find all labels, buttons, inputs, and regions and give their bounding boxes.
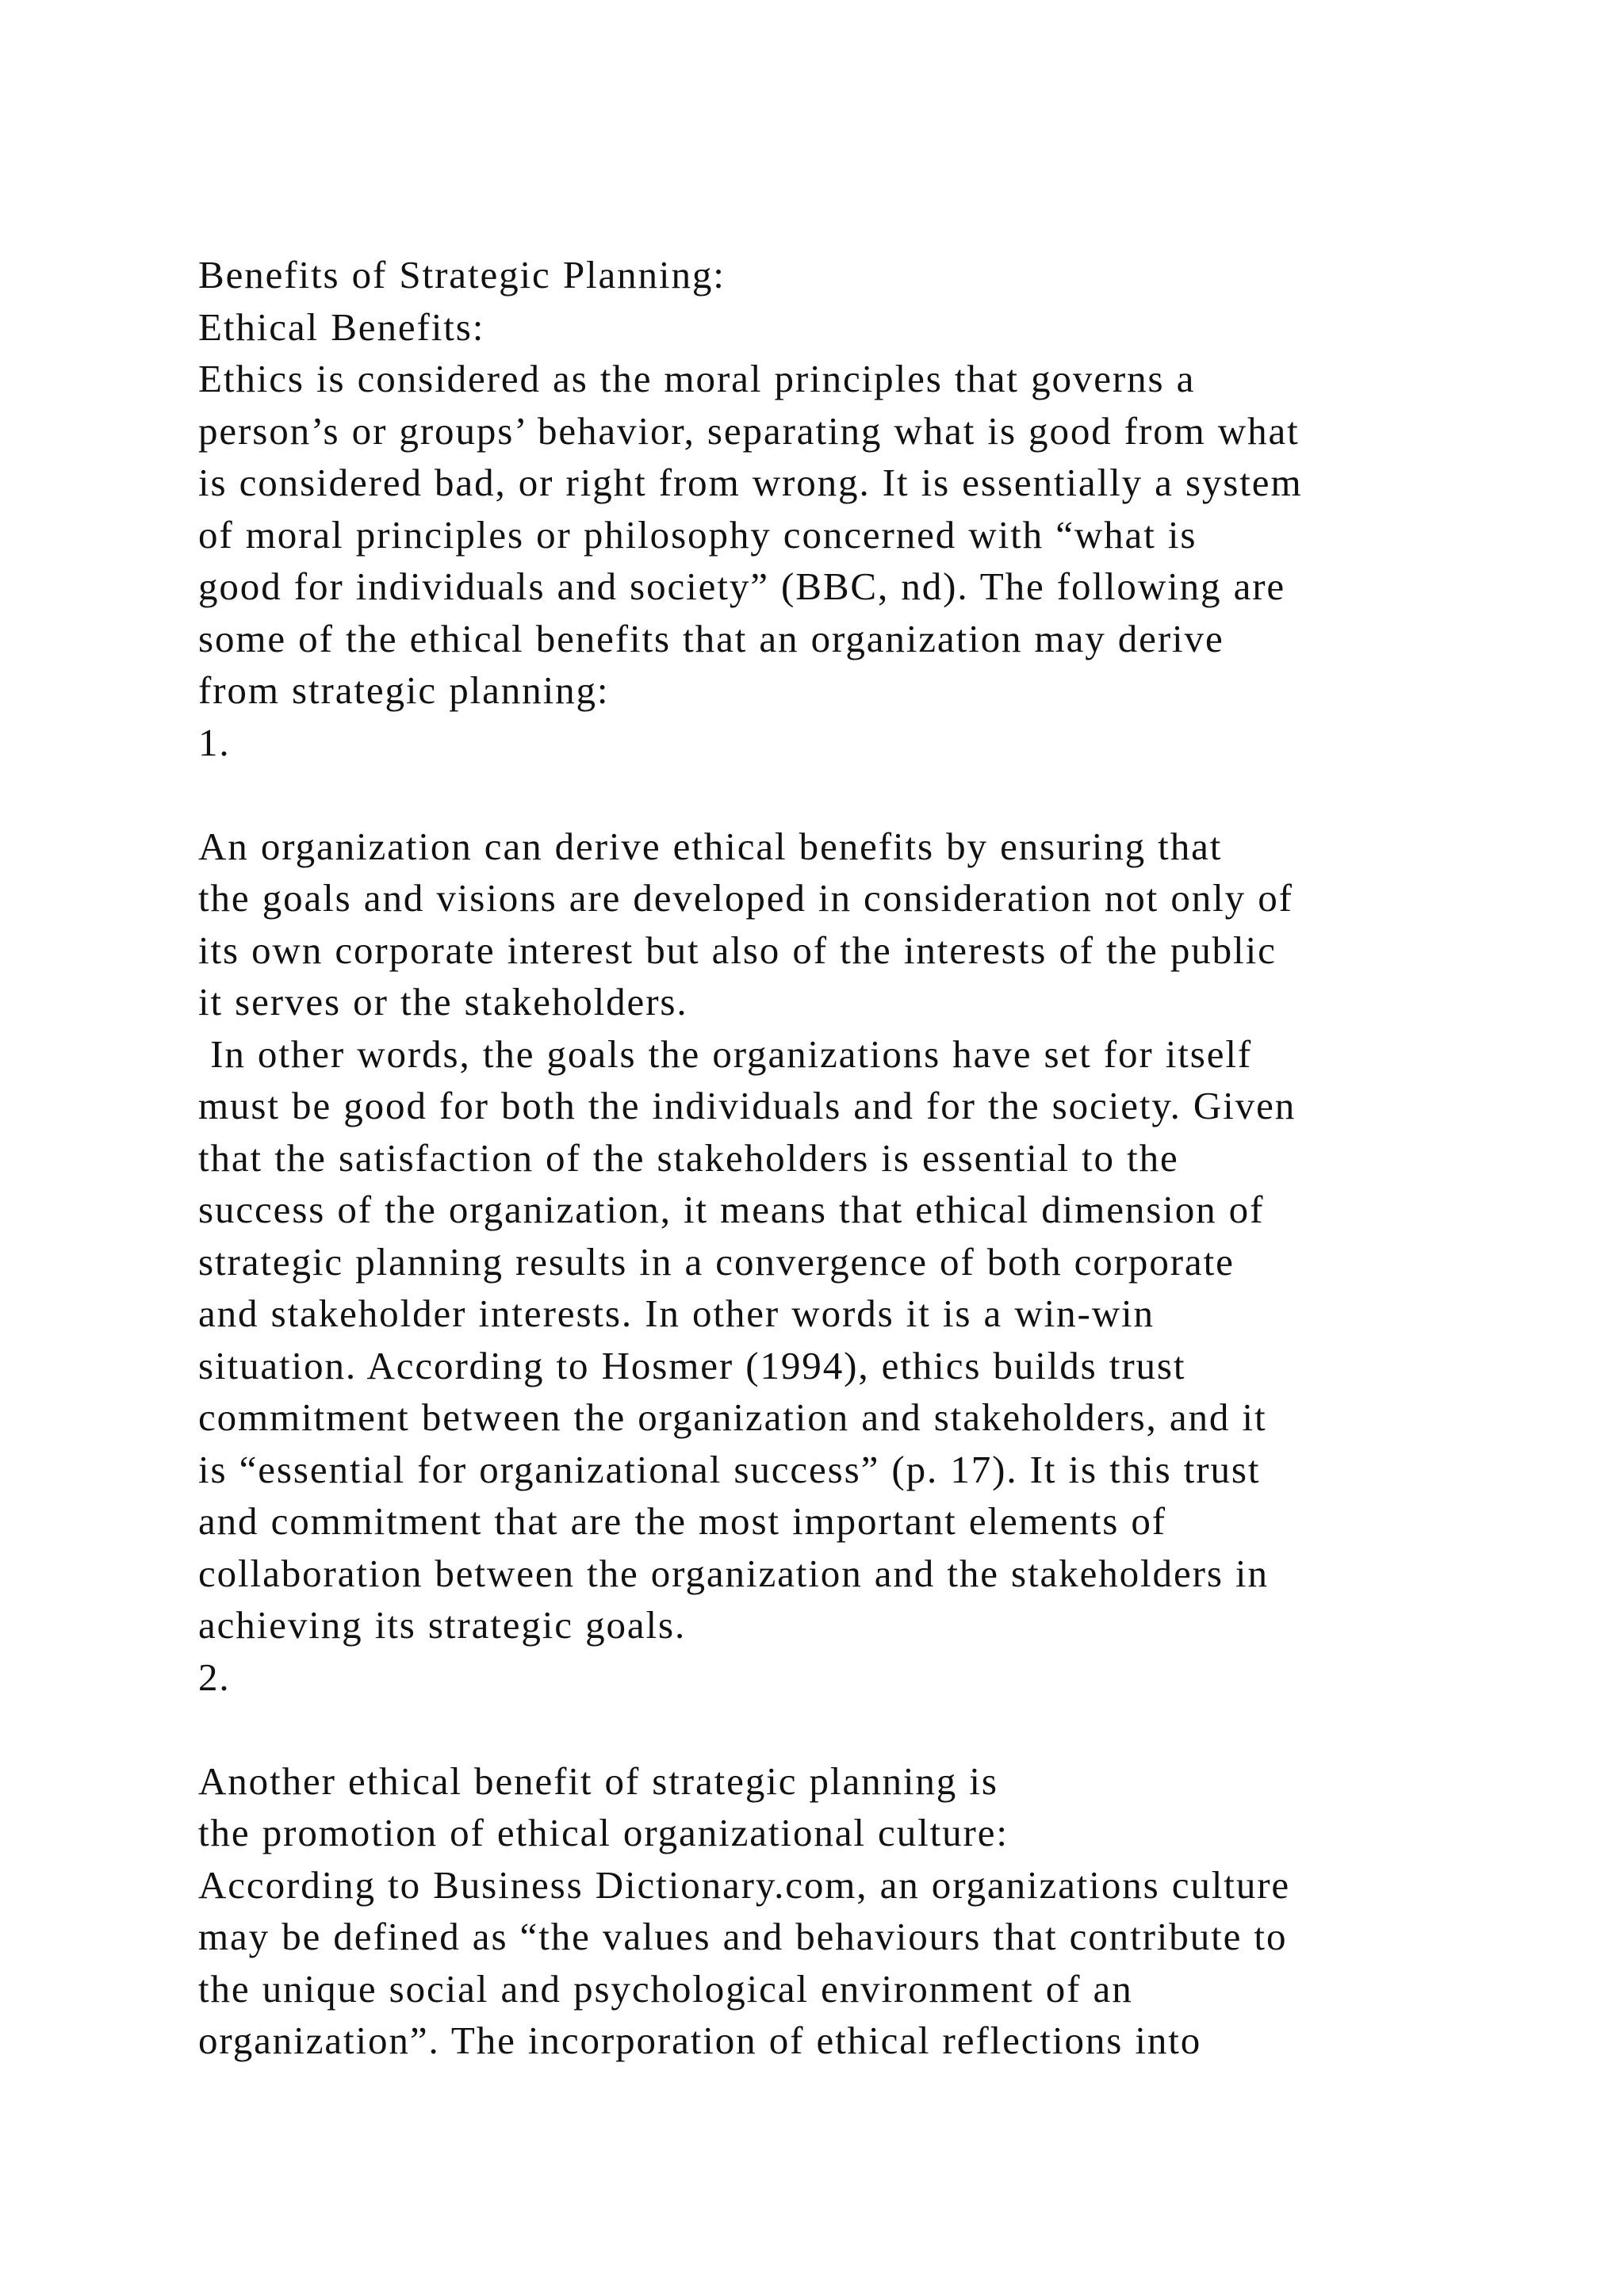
text-line: commitment between the organization and stakeholders, and it (198, 1395, 1267, 1439)
text-line: Another ethical benefit of strategic planning is (198, 1758, 998, 1803)
text-line: collaboration between the organization and the stakeholders in (198, 1551, 1269, 1595)
text-line: its own corporate interest but also of the interests of the public (198, 928, 1277, 972)
list-number-1: 1. (198, 720, 231, 764)
text-line: Ethics is considered as the moral principles that governs a (198, 357, 1196, 400)
text-line: An organization can derive ethical benefits by ensuring that (198, 824, 1223, 868)
heading-benefits: Benefits of Strategic Planning: (198, 253, 726, 297)
text-line: from strategic planning: (198, 668, 610, 712)
document-body (198, 249, 1515, 2067)
text-line: situation. According to Hosmer (1994), ethics builds trust (198, 1343, 1186, 1387)
text-line: person’s or groups’ behavior, separating what is good from what (198, 408, 1300, 453)
blank-line (198, 768, 1515, 821)
text-line: According to Business Dictionary.com, an organizations culture (198, 1862, 1291, 1907)
text-line: the promotion of ethical organizational culture: (198, 1811, 1009, 1854)
text-line: that the satisfaction of the stakeholders is essential to the (198, 1135, 1179, 1180)
text-line: is considered bad, or right from wrong. It is essentially a system (198, 461, 1303, 504)
text-line: of moral principles or philosophy concerned with “what is (198, 512, 1197, 557)
text-line: good for individuals and society” (BBC, nd). The following are (198, 564, 1286, 608)
text-line: and stakeholder interests. In other words it is a win-win (198, 1292, 1155, 1335)
text-line: the unique social and psychological environment of an (198, 1966, 1133, 2011)
list-number-2: 2. (198, 1655, 231, 1699)
text-line: some of the ethical benefits that an organization may derive (198, 616, 1224, 660)
text-line: must be good for both the individuals and for the society. Given (198, 1084, 1297, 1127)
text-line: In other words, the goals the organizations have set for itself (198, 1031, 1253, 1076)
blank-line (198, 1703, 1515, 1755)
text-line: success of the organization, it means that ethical dimension of (198, 1188, 1265, 1231)
text-line: it serves or the stakeholders. (198, 980, 688, 1024)
subheading-ethical-benefits: Ethical Benefits: (198, 304, 485, 349)
text-line: is “essential for organizational success” (p. 17). It is this trust (198, 1447, 1261, 1491)
text-line: organization”. The incorporation of ethical reflections into (198, 2019, 1202, 2062)
text-line: and commitment that are the most important elements of (198, 1499, 1166, 1543)
text-line: strategic planning results in a convergence of both corporate (198, 1239, 1235, 1284)
text-line: the goals and visions are developed in consideration not only of (198, 876, 1293, 920)
text-line: achieving its strategic goals. (198, 1603, 687, 1647)
text-line: may be defined as “the values and behaviours that contribute to (198, 1915, 1288, 1958)
